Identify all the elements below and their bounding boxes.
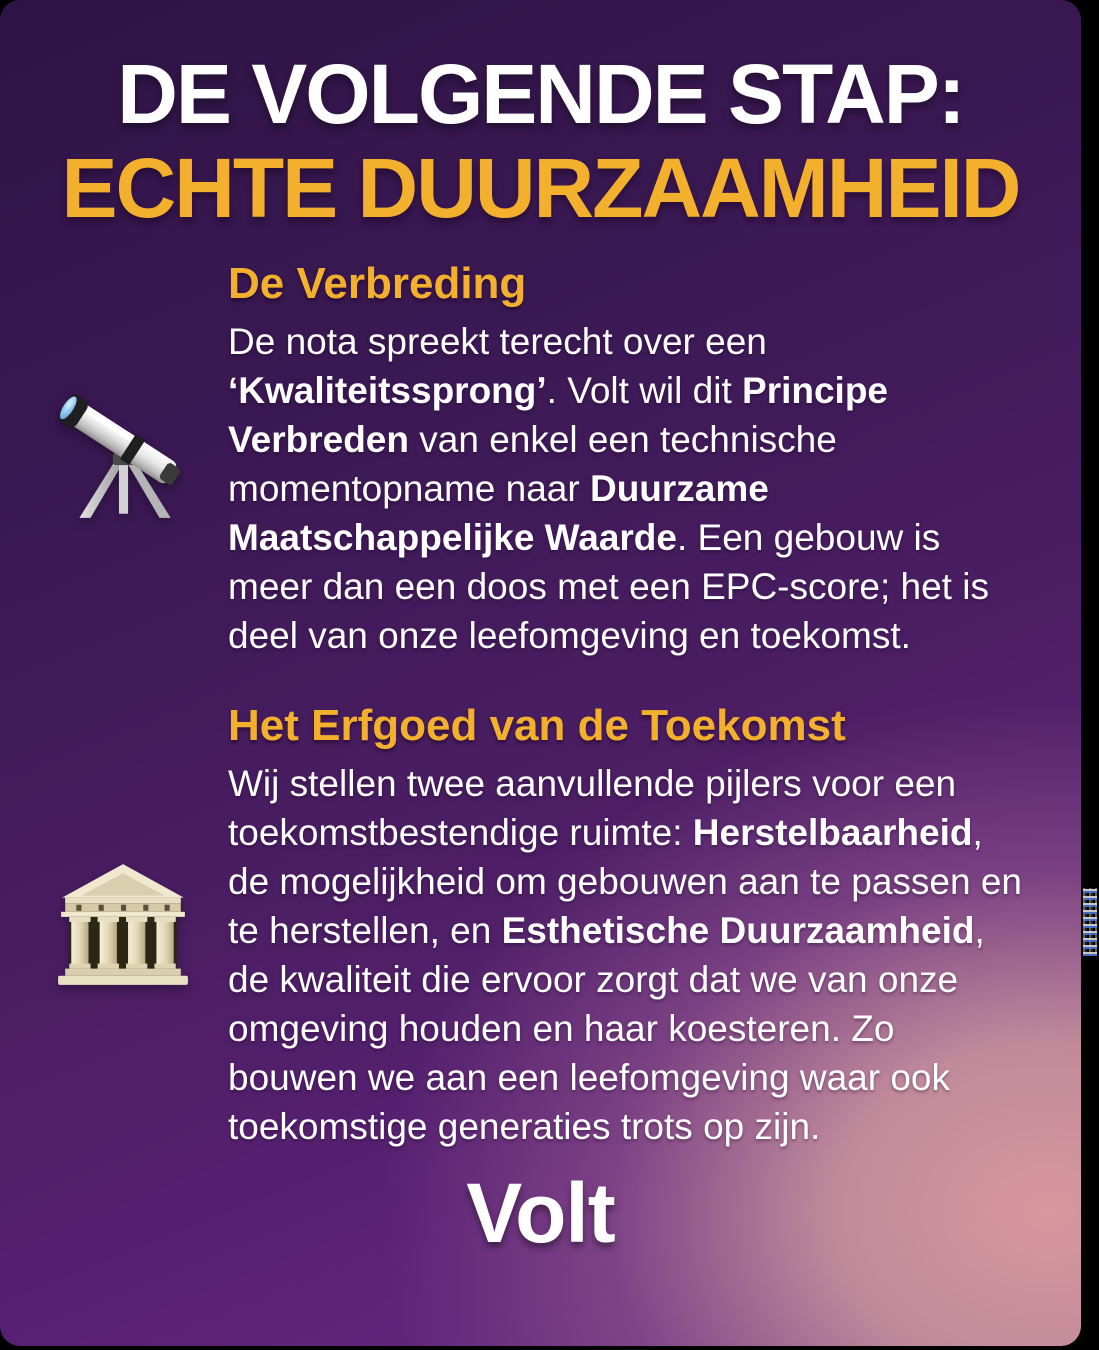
section-heading-verbreding: De Verbreding	[228, 259, 527, 309]
section-verbreding-text	[228, 258, 1056, 660]
section-heading-erfgoed: Het Erfgoed van de Toekomst	[228, 700, 846, 750]
classical-building-icon	[52, 854, 228, 996]
compression-artifact	[1083, 888, 1097, 956]
section-body-verbreding: De nota spreekt terecht over een ‘Kwaliteitssprong’. Volt wil dit Principe Verbreden van enkel een technische momentopname naar Duurzame Maatschappelijke Waarde. Een gebouw is meer dan een doos met een EPC-score; het is deel van onze leefomgeving en toekomst.	[228, 320, 989, 656]
section-body-erfgoed: Wij stellen twee aanvullende pijlers voor een toekomstbestendige ruimte: Herstelbaarheid, de mogelijkheid om gebouwen aan te passen en te herstellen, en Esthetische Duurzaamheid, de kwaliteit die ervoor zorgt dat we van onze omgeving houden en haar koesteren. Zo bouwen we aan een leefomgeving waar ook toekomstige generaties trots op zijn.	[228, 762, 1023, 1147]
telescope-icon	[52, 388, 228, 530]
section-verbreding	[0, 258, 1081, 660]
section-erfgoed	[0, 700, 1081, 1151]
title-line-2: ECHTE DUURZAAMHEID	[61, 141, 1020, 236]
volt-logo: Volt	[466, 1165, 615, 1260]
title-line-1: DE VOLGENDE STAP:	[117, 47, 964, 141]
page-title	[0, 0, 1081, 234]
section-erfgoed-text	[228, 700, 1056, 1151]
